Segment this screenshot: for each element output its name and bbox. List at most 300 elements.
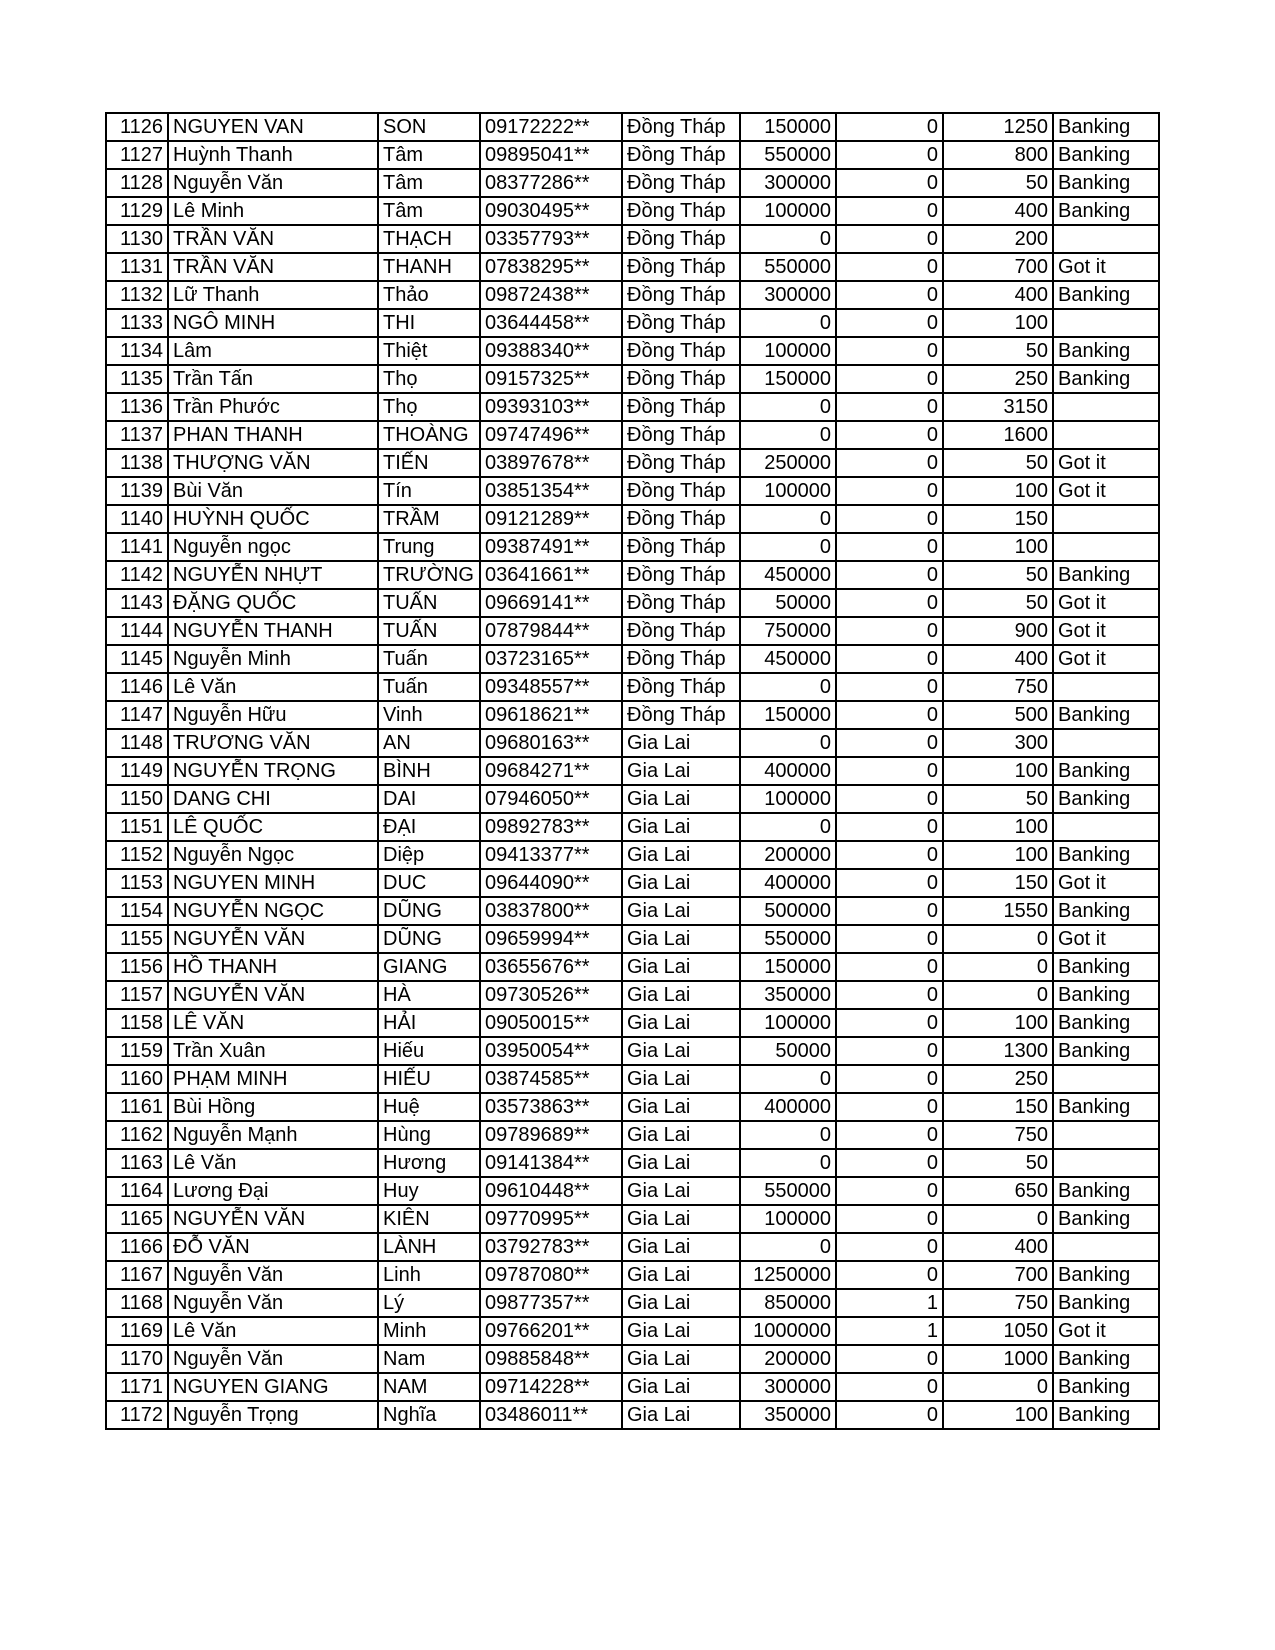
cell-phone: 09413377**	[480, 841, 622, 869]
cell-method	[1053, 421, 1159, 449]
table-row	[106, 141, 1159, 169]
cell-id: 1161	[106, 1093, 168, 1121]
cell-last-name: PHẠM MINH	[168, 1065, 378, 1093]
cell-first-name: THANH	[378, 253, 480, 281]
cell-amount: 250000	[740, 449, 836, 477]
cell-last-name: Trần Phước	[168, 393, 378, 421]
cell-flag: 0	[836, 169, 943, 197]
cell-phone: 09892783**	[480, 813, 622, 841]
cell-points: 100	[943, 757, 1053, 785]
cell-last-name: Lê Văn	[168, 673, 378, 701]
cell-id: 1153	[106, 869, 168, 897]
cell-flag: 0	[836, 841, 943, 869]
cell-points: 0	[943, 981, 1053, 1009]
cell-last-name: HỒ THANH	[168, 953, 378, 981]
cell-province: Gia Lai	[622, 1261, 740, 1289]
cell-province: Gia Lai	[622, 1093, 740, 1121]
cell-flag: 0	[836, 1093, 943, 1121]
cell-id: 1154	[106, 897, 168, 925]
cell-amount: 350000	[740, 981, 836, 1009]
cell-flag: 0	[836, 981, 943, 1009]
cell-first-name: Thọ	[378, 393, 480, 421]
cell-points: 750	[943, 673, 1053, 701]
cell-first-name: HÀ	[378, 981, 480, 1009]
cell-points: 700	[943, 253, 1053, 281]
cell-method	[1053, 309, 1159, 337]
cell-first-name: KIÊN	[378, 1205, 480, 1233]
cell-flag: 0	[836, 617, 943, 645]
cell-points: 1300	[943, 1037, 1053, 1065]
cell-id: 1162	[106, 1121, 168, 1149]
cell-province: Đồng Tháp	[622, 673, 740, 701]
cell-phone: 09684271**	[480, 757, 622, 785]
cell-last-name: Nguyễn Văn	[168, 169, 378, 197]
table-row	[106, 757, 1159, 785]
cell-amount: 350000	[740, 1401, 836, 1429]
cell-last-name: NGUYỄN VĂN	[168, 981, 378, 1009]
cell-last-name: Trần Tấn	[168, 365, 378, 393]
cell-method: Got it	[1053, 617, 1159, 645]
cell-province: Gia Lai	[622, 1065, 740, 1093]
table-row	[106, 533, 1159, 561]
cell-last-name: Nguyễn Văn	[168, 1289, 378, 1317]
cell-flag: 0	[836, 505, 943, 533]
cell-id: 1166	[106, 1233, 168, 1261]
cell-amount: 550000	[740, 1177, 836, 1205]
cell-method	[1053, 673, 1159, 701]
cell-points: 750	[943, 1121, 1053, 1149]
cell-first-name: THẠCH	[378, 225, 480, 253]
cell-province: Gia Lai	[622, 1009, 740, 1037]
cell-phone: 09644090**	[480, 869, 622, 897]
cell-flag: 0	[836, 897, 943, 925]
cell-points: 50	[943, 449, 1053, 477]
cell-points: 50	[943, 337, 1053, 365]
cell-first-name: DAI	[378, 785, 480, 813]
cell-id: 1171	[106, 1373, 168, 1401]
cell-first-name: SON	[378, 113, 480, 141]
cell-method: Banking	[1053, 1345, 1159, 1373]
cell-flag: 1	[836, 1317, 943, 1345]
cell-province: Gia Lai	[622, 1317, 740, 1345]
cell-province: Gia Lai	[622, 1149, 740, 1177]
cell-first-name: TRƯỜNG	[378, 561, 480, 589]
table-row	[106, 729, 1159, 757]
cell-last-name: TRẦN VĂN	[168, 253, 378, 281]
cell-method	[1053, 1233, 1159, 1261]
cell-phone: 03792783**	[480, 1233, 622, 1261]
table-row	[106, 701, 1159, 729]
cell-points: 400	[943, 197, 1053, 225]
cell-flag: 0	[836, 785, 943, 813]
cell-points: 150	[943, 1093, 1053, 1121]
cell-id: 1163	[106, 1149, 168, 1177]
cell-amount: 400000	[740, 757, 836, 785]
cell-province: Đồng Tháp	[622, 477, 740, 505]
cell-method: Banking	[1053, 197, 1159, 225]
table-row	[106, 1261, 1159, 1289]
cell-province: Gia Lai	[622, 897, 740, 925]
table-row	[106, 869, 1159, 897]
cell-amount: 150000	[740, 953, 836, 981]
cell-flag: 0	[836, 253, 943, 281]
cell-id: 1159	[106, 1037, 168, 1065]
cell-flag: 0	[836, 1373, 943, 1401]
cell-amount: 50000	[740, 589, 836, 617]
cell-province: Đồng Tháp	[622, 337, 740, 365]
cell-points: 100	[943, 1401, 1053, 1429]
cell-first-name: TRẦM	[378, 505, 480, 533]
cell-id: 1149	[106, 757, 168, 785]
cell-flag: 0	[836, 589, 943, 617]
cell-province: Đồng Tháp	[622, 645, 740, 673]
cell-method: Banking	[1053, 1401, 1159, 1429]
cell-amount: 0	[740, 225, 836, 253]
cell-points: 50	[943, 169, 1053, 197]
cell-method: Banking	[1053, 113, 1159, 141]
table-row	[106, 421, 1159, 449]
cell-last-name: Bùi Hồng	[168, 1093, 378, 1121]
cell-method: Banking	[1053, 1009, 1159, 1037]
cell-points: 0	[943, 1205, 1053, 1233]
cell-flag: 0	[836, 953, 943, 981]
cell-method: Got it	[1053, 449, 1159, 477]
cell-points: 800	[943, 141, 1053, 169]
cell-method: Banking	[1053, 169, 1159, 197]
cell-flag: 0	[836, 1233, 943, 1261]
cell-points: 300	[943, 729, 1053, 757]
cell-first-name: DUC	[378, 869, 480, 897]
cell-province: Đồng Tháp	[622, 309, 740, 337]
cell-province: Đồng Tháp	[622, 561, 740, 589]
table-row	[106, 449, 1159, 477]
cell-first-name: Tâm	[378, 141, 480, 169]
cell-points: 650	[943, 1177, 1053, 1205]
cell-first-name: Tuấn	[378, 673, 480, 701]
cell-method: Got it	[1053, 645, 1159, 673]
cell-points: 100	[943, 309, 1053, 337]
cell-phone: 03950054**	[480, 1037, 622, 1065]
cell-last-name: PHAN THANH	[168, 421, 378, 449]
cell-id: 1126	[106, 113, 168, 141]
cell-phone: 03486011**	[480, 1401, 622, 1429]
cell-last-name: NGÔ MINH	[168, 309, 378, 337]
cell-last-name: Nguyễn Hữu	[168, 701, 378, 729]
cell-id: 1172	[106, 1401, 168, 1429]
table-row	[106, 477, 1159, 505]
cell-flag: 0	[836, 365, 943, 393]
cell-phone: 09895041**	[480, 141, 622, 169]
cell-phone: 09789689**	[480, 1121, 622, 1149]
table-row	[106, 561, 1159, 589]
cell-province: Đồng Tháp	[622, 253, 740, 281]
cell-last-name: Nguyễn Minh	[168, 645, 378, 673]
cell-phone: 03874585**	[480, 1065, 622, 1093]
cell-points: 100	[943, 813, 1053, 841]
cell-province: Gia Lai	[622, 785, 740, 813]
cell-points: 50	[943, 1149, 1053, 1177]
cell-first-name: Huệ	[378, 1093, 480, 1121]
cell-first-name: Hùng	[378, 1121, 480, 1149]
cell-last-name: Nguyễn Văn	[168, 1345, 378, 1373]
cell-province: Đồng Tháp	[622, 449, 740, 477]
cell-phone: 07879844**	[480, 617, 622, 645]
table-row	[106, 953, 1159, 981]
cell-phone: 09388340**	[480, 337, 622, 365]
cell-points: 200	[943, 225, 1053, 253]
cell-last-name: Nguyễn Ngọc	[168, 841, 378, 869]
cell-amount: 100000	[740, 1009, 836, 1037]
cell-points: 100	[943, 1009, 1053, 1037]
cell-method: Banking	[1053, 1261, 1159, 1289]
cell-amount: 500000	[740, 897, 836, 925]
cell-phone: 08377286**	[480, 169, 622, 197]
cell-first-name: Nam	[378, 1345, 480, 1373]
cell-phone: 09050015**	[480, 1009, 622, 1037]
cell-phone: 03837800**	[480, 897, 622, 925]
cell-flag: 0	[836, 701, 943, 729]
cell-first-name: GIANG	[378, 953, 480, 981]
cell-points: 100	[943, 477, 1053, 505]
table-row	[106, 393, 1159, 421]
cell-flag: 0	[836, 1177, 943, 1205]
cell-points: 0	[943, 925, 1053, 953]
cell-province: Đồng Tháp	[622, 169, 740, 197]
cell-method: Banking	[1053, 281, 1159, 309]
cell-id: 1160	[106, 1065, 168, 1093]
cell-flag: 0	[836, 225, 943, 253]
cell-phone: 09872438**	[480, 281, 622, 309]
cell-method: Banking	[1053, 1177, 1159, 1205]
cell-flag: 0	[836, 925, 943, 953]
cell-points: 50	[943, 589, 1053, 617]
cell-method: Banking	[1053, 1205, 1159, 1233]
cell-first-name: DŨNG	[378, 897, 480, 925]
cell-id: 1148	[106, 729, 168, 757]
cell-points: 50	[943, 561, 1053, 589]
cell-first-name: TIẾN	[378, 449, 480, 477]
cell-method: Got it	[1053, 925, 1159, 953]
cell-id: 1131	[106, 253, 168, 281]
cell-id: 1140	[106, 505, 168, 533]
cell-id: 1170	[106, 1345, 168, 1373]
cell-province: Gia Lai	[622, 1401, 740, 1429]
cell-first-name: Trung	[378, 533, 480, 561]
cell-id: 1139	[106, 477, 168, 505]
cell-amount: 150000	[740, 365, 836, 393]
cell-points: 150	[943, 869, 1053, 897]
cell-flag: 0	[836, 1205, 943, 1233]
cell-amount: 100000	[740, 477, 836, 505]
cell-first-name: LÀNH	[378, 1233, 480, 1261]
table-row	[106, 841, 1159, 869]
cell-method: Banking	[1053, 1373, 1159, 1401]
cell-method: Banking	[1053, 981, 1159, 1009]
cell-province: Đồng Tháp	[622, 393, 740, 421]
cell-amount: 0	[740, 1149, 836, 1177]
cell-points: 1550	[943, 897, 1053, 925]
table-row	[106, 785, 1159, 813]
table-row	[106, 925, 1159, 953]
cell-method: Banking	[1053, 757, 1159, 785]
cell-method: Got it	[1053, 253, 1159, 281]
cell-amount: 100000	[740, 1205, 836, 1233]
cell-id: 1128	[106, 169, 168, 197]
cell-id: 1132	[106, 281, 168, 309]
cell-id: 1151	[106, 813, 168, 841]
cell-amount: 200000	[740, 841, 836, 869]
cell-amount: 0	[740, 1121, 836, 1149]
cell-points: 0	[943, 953, 1053, 981]
cell-last-name: Nguyễn Trọng	[168, 1401, 378, 1429]
cell-amount: 50000	[740, 1037, 836, 1065]
cell-last-name: NGUYỄN VĂN	[168, 1205, 378, 1233]
cell-amount: 550000	[740, 925, 836, 953]
table-row	[106, 1289, 1159, 1317]
table-row	[106, 1177, 1159, 1205]
cell-last-name: Huỳnh Thanh	[168, 141, 378, 169]
cell-points: 500	[943, 701, 1053, 729]
cell-last-name: ĐẶNG QUỐC	[168, 589, 378, 617]
cell-points: 100	[943, 841, 1053, 869]
cell-first-name: Hiếu	[378, 1037, 480, 1065]
cell-id: 1127	[106, 141, 168, 169]
cell-last-name: ĐỖ VĂN	[168, 1233, 378, 1261]
cell-province: Đồng Tháp	[622, 505, 740, 533]
cell-amount: 300000	[740, 169, 836, 197]
cell-phone: 09610448**	[480, 1177, 622, 1205]
cell-province: Gia Lai	[622, 925, 740, 953]
cell-province: Đồng Tháp	[622, 701, 740, 729]
cell-method: Banking	[1053, 337, 1159, 365]
cell-method: Banking	[1053, 897, 1159, 925]
cell-id: 1137	[106, 421, 168, 449]
table-row	[106, 365, 1159, 393]
cell-phone: 03644458**	[480, 309, 622, 337]
cell-first-name: Minh	[378, 1317, 480, 1345]
table-row	[106, 813, 1159, 841]
cell-points: 400	[943, 281, 1053, 309]
cell-last-name: Trần Xuân	[168, 1037, 378, 1065]
cell-points: 400	[943, 645, 1053, 673]
table-row	[106, 673, 1159, 701]
cell-last-name: NGUYEN MINH	[168, 869, 378, 897]
cell-last-name: DANG CHI	[168, 785, 378, 813]
table-row	[106, 1009, 1159, 1037]
cell-last-name: NGUYỄN TRỌNG	[168, 757, 378, 785]
cell-method: Banking	[1053, 953, 1159, 981]
cell-method	[1053, 1149, 1159, 1177]
cell-amount: 0	[740, 813, 836, 841]
cell-id: 1138	[106, 449, 168, 477]
data-table	[105, 112, 1160, 1430]
cell-amount: 0	[740, 1065, 836, 1093]
cell-phone: 09121289**	[480, 505, 622, 533]
cell-points: 1600	[943, 421, 1053, 449]
cell-method: Banking	[1053, 561, 1159, 589]
cell-method: Banking	[1053, 1093, 1159, 1121]
cell-last-name: HUỲNH QUỐC	[168, 505, 378, 533]
cell-method	[1053, 1065, 1159, 1093]
cell-last-name: NGUYỄN VĂN	[168, 925, 378, 953]
cell-province: Đồng Tháp	[622, 197, 740, 225]
cell-id: 1150	[106, 785, 168, 813]
cell-province: Gia Lai	[622, 1373, 740, 1401]
cell-province: Gia Lai	[622, 757, 740, 785]
cell-flag: 0	[836, 337, 943, 365]
cell-province: Gia Lai	[622, 869, 740, 897]
table-row	[106, 505, 1159, 533]
cell-flag: 0	[836, 1065, 943, 1093]
cell-phone: 07838295**	[480, 253, 622, 281]
cell-phone: 09730526**	[480, 981, 622, 1009]
cell-points: 100	[943, 533, 1053, 561]
cell-flag: 0	[836, 1261, 943, 1289]
cell-last-name: NGUYEN GIANG	[168, 1373, 378, 1401]
cell-flag: 0	[836, 729, 943, 757]
cell-method: Got it	[1053, 869, 1159, 897]
cell-province: Đồng Tháp	[622, 421, 740, 449]
cell-amount: 150000	[740, 701, 836, 729]
cell-phone: 09618621**	[480, 701, 622, 729]
cell-id: 1136	[106, 393, 168, 421]
table-row	[106, 253, 1159, 281]
cell-id: 1142	[106, 561, 168, 589]
cell-phone: 09387491**	[480, 533, 622, 561]
cell-province: Gia Lai	[622, 1205, 740, 1233]
cell-phone: 03897678**	[480, 449, 622, 477]
table-row	[106, 1065, 1159, 1093]
cell-province: Đồng Tháp	[622, 281, 740, 309]
cell-method: Banking	[1053, 365, 1159, 393]
cell-first-name: Thiệt	[378, 337, 480, 365]
cell-id: 1146	[106, 673, 168, 701]
cell-points: 700	[943, 1261, 1053, 1289]
cell-method	[1053, 533, 1159, 561]
cell-flag: 0	[836, 309, 943, 337]
cell-phone: 09714228**	[480, 1373, 622, 1401]
cell-last-name: Lương Đại	[168, 1177, 378, 1205]
cell-last-name: NGUYỄN THANH	[168, 617, 378, 645]
cell-first-name: HẢI	[378, 1009, 480, 1037]
table-row	[106, 225, 1159, 253]
cell-amount: 300000	[740, 281, 836, 309]
cell-phone: 09669141**	[480, 589, 622, 617]
cell-phone: 09393103**	[480, 393, 622, 421]
cell-flag: 0	[836, 1009, 943, 1037]
cell-province: Gia Lai	[622, 953, 740, 981]
cell-last-name: Bùi Văn	[168, 477, 378, 505]
cell-last-name: Lữ Thanh	[168, 281, 378, 309]
cell-phone: 03655676**	[480, 953, 622, 981]
cell-id: 1147	[106, 701, 168, 729]
cell-id: 1129	[106, 197, 168, 225]
cell-points: 900	[943, 617, 1053, 645]
table-row	[106, 1121, 1159, 1149]
cell-first-name: Tín	[378, 477, 480, 505]
cell-first-name: Nghĩa	[378, 1401, 480, 1429]
cell-flag: 0	[836, 393, 943, 421]
cell-first-name: Tuấn	[378, 645, 480, 673]
table-row	[106, 1233, 1159, 1261]
cell-amount: 750000	[740, 617, 836, 645]
cell-last-name: Nguyễn Mạnh	[168, 1121, 378, 1149]
cell-first-name: ĐẠI	[378, 813, 480, 841]
cell-method: Banking	[1053, 1289, 1159, 1317]
cell-points: 400	[943, 1233, 1053, 1261]
table-row	[106, 1401, 1159, 1429]
cell-province: Gia Lai	[622, 729, 740, 757]
